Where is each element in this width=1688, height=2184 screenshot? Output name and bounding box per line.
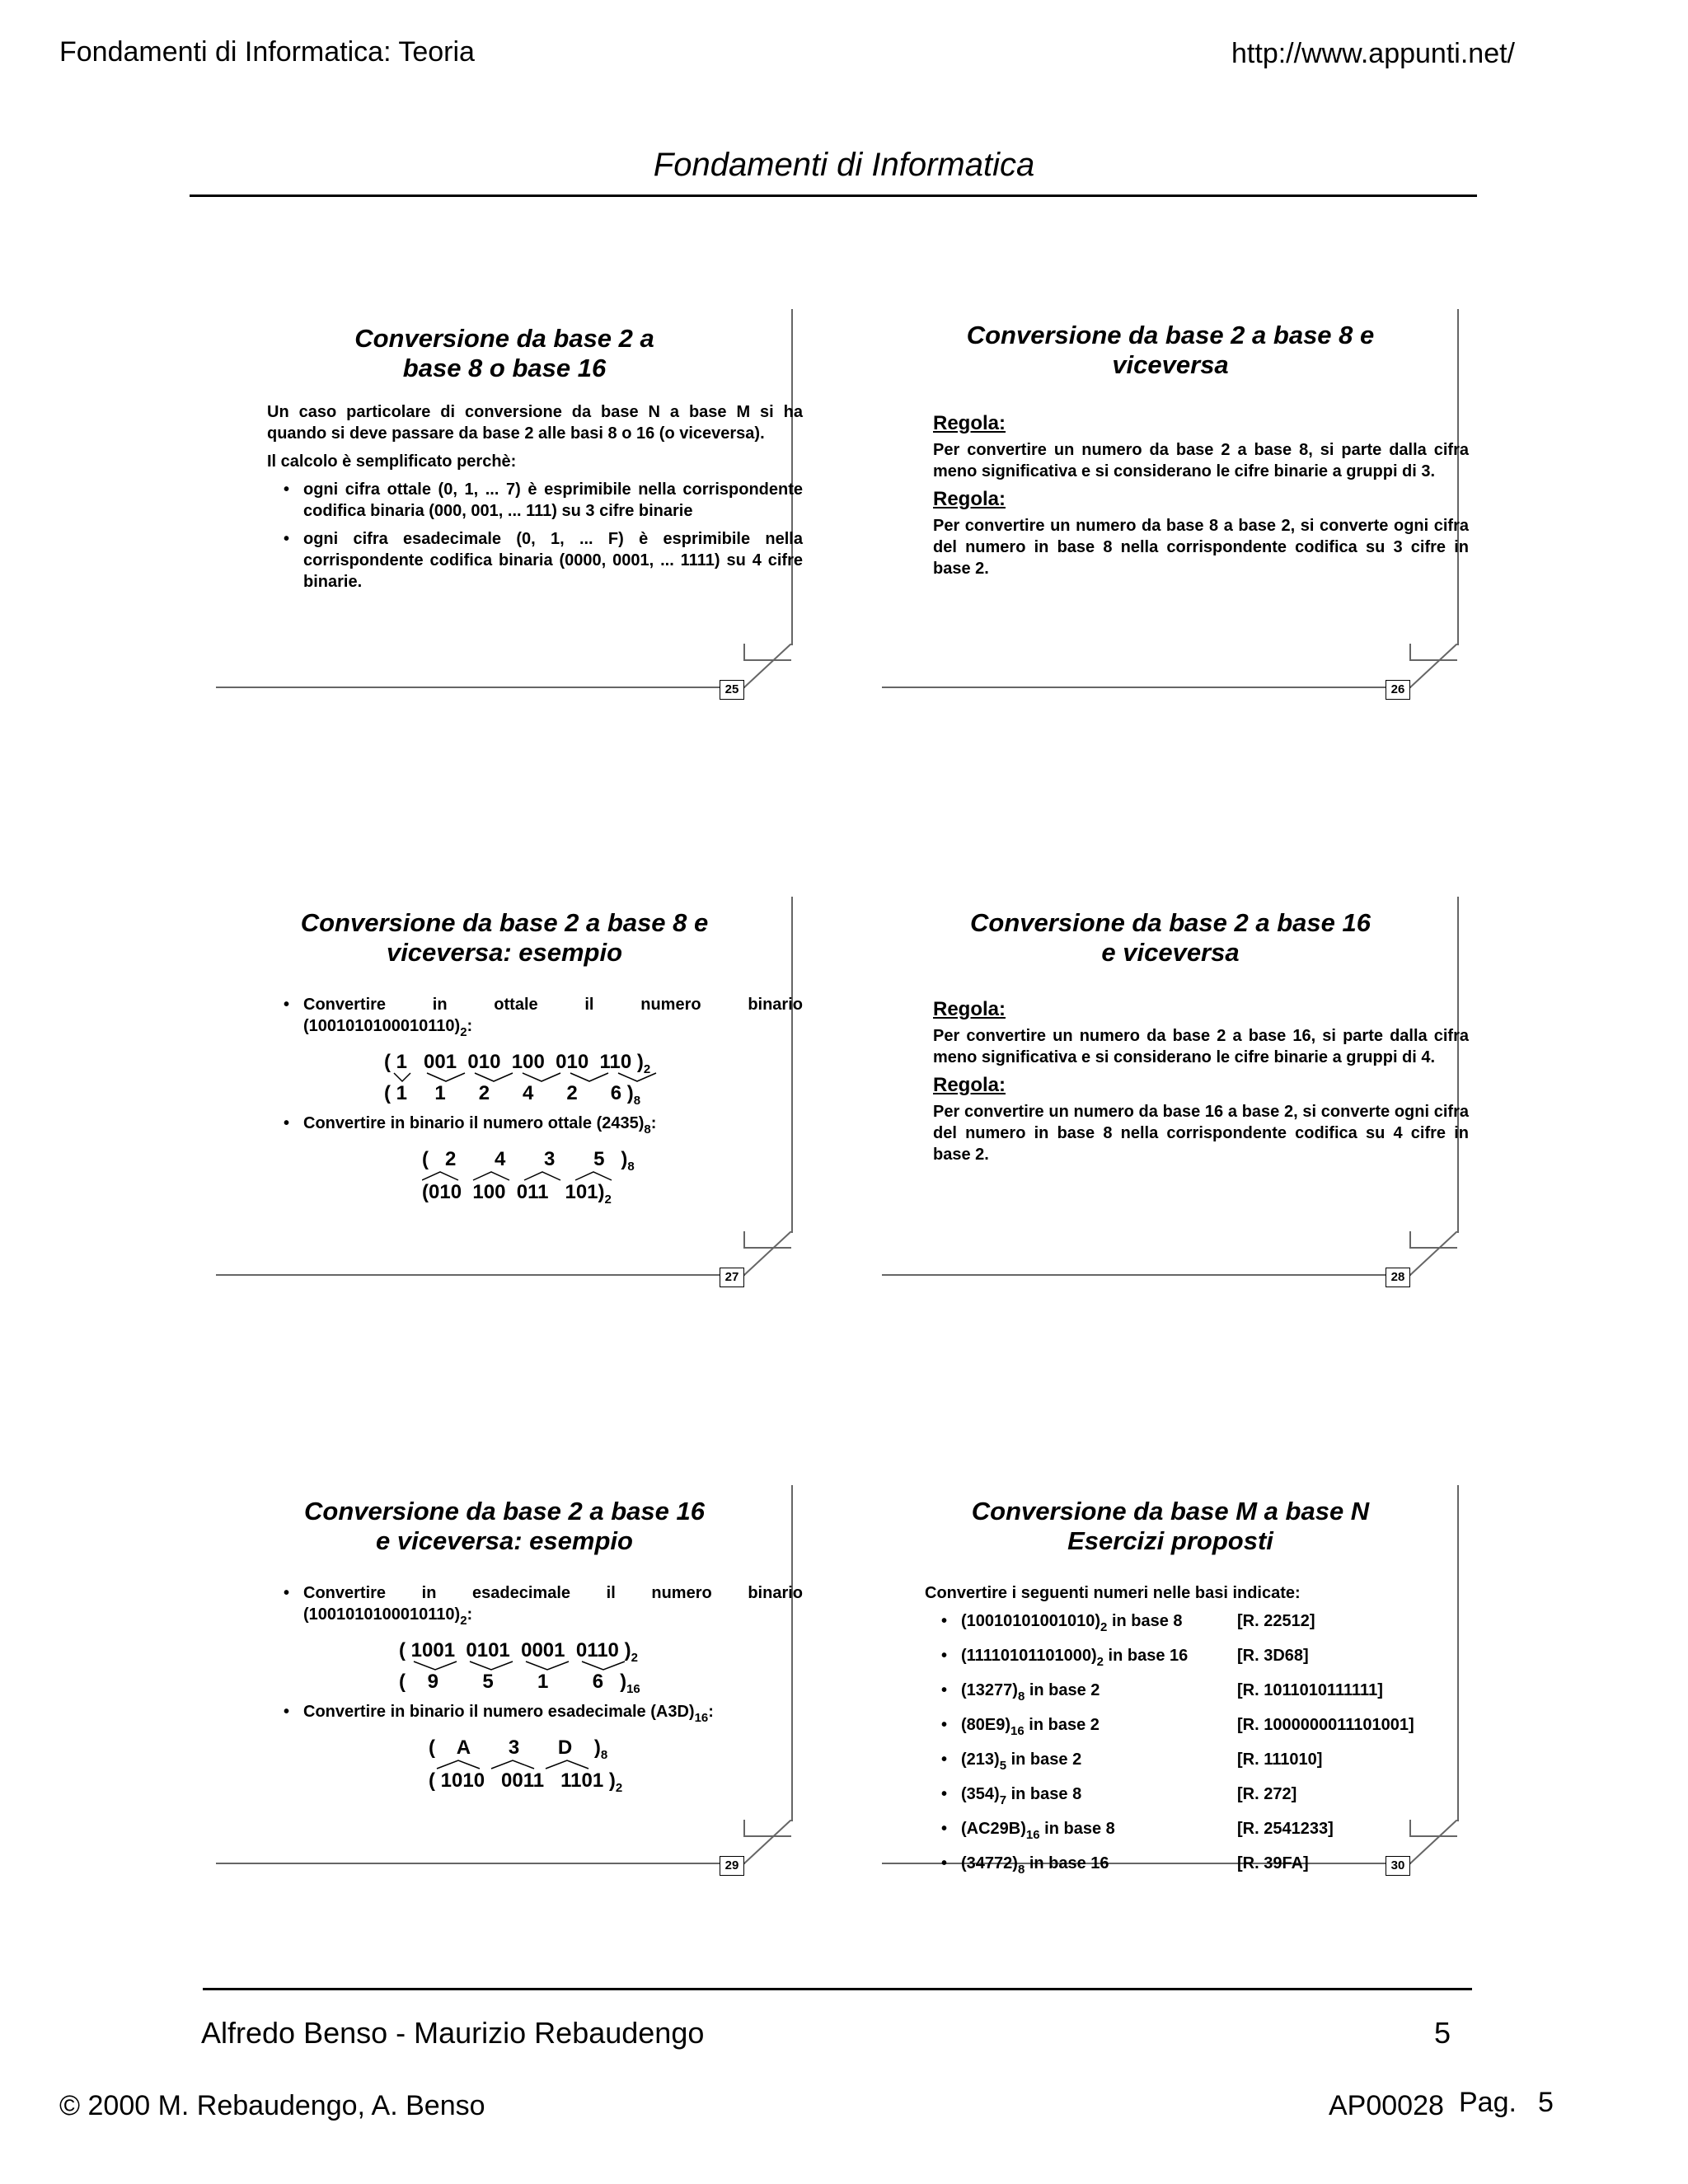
exercise-answer: [R. 1000000011101001] [1237, 1716, 1414, 1734]
bullet-list [267, 1701, 803, 1729]
list-item: • Convertire in esadecimale il numero binario $(1001010100010110)_2$: [303, 1582, 803, 1632]
slide-body [933, 408, 1469, 586]
bullet-list [267, 1582, 803, 1632]
slide-title-line: e viceversa [1101, 938, 1240, 967]
title-rule [190, 194, 1477, 197]
slide-29 [216, 1485, 803, 1872]
bullet-text: Convertire in binario il numero esadecimale (A3D) [303, 1703, 695, 1721]
list-item: • Convertire in ottale il numero binario $(1001010100010110)_2$: [303, 994, 803, 1043]
subscript: 5 [999, 1759, 1007, 1773]
exercise-number: (34772) [961, 1854, 1018, 1872]
exercise-number: (AC29B) [961, 1820, 1026, 1838]
page-curl-icon [743, 1820, 793, 1864]
hex-digits: ( 9 5 1 6 ) [399, 1671, 627, 1693]
bullet-text: Convertire in binario il numero ottale (2435) [303, 1114, 645, 1132]
bullet-list [267, 1113, 803, 1141]
slide-body [933, 994, 1469, 1172]
subscript: 8 [633, 1094, 641, 1108]
slide-frame [216, 1863, 745, 1864]
slide-title-line: Conversione da base 2 a base 16 [304, 1497, 705, 1526]
slide-title-line: Conversione da base M a base N [971, 1497, 1370, 1526]
subscript: 16 [1025, 1828, 1040, 1842]
exercise-target: in base 2 [1006, 1750, 1082, 1769]
subscript: 16 [694, 1711, 709, 1725]
list-item: • ogni cifra esadecimale (0, 1, ... F) è esprimibile nella corrispondente codifica binaria (0000, 0001, ... 1111) su 4 cifre binarie. [303, 528, 803, 593]
slide-body [267, 994, 803, 1207]
copyright: © 2000 M. Rebaudengo, A. Benso [59, 2090, 485, 2121]
exercise-target: in base 16 [1025, 1854, 1109, 1872]
slide-number: 30 [1386, 1856, 1410, 1876]
exercise-target: in base 16 [1103, 1647, 1189, 1665]
list-item: • Convertire in binario il numero ottale $(2435)_8$: [303, 1113, 803, 1141]
exercise-answer: [R. 39FA] [1237, 1854, 1309, 1872]
hex-digits: ( A 3 D ) [429, 1736, 601, 1759]
slide-number: 29 [720, 1856, 744, 1876]
bullet-list [267, 994, 803, 1043]
slide-title [882, 908, 1459, 968]
footer-page-number: 5 [1434, 2016, 1451, 2050]
grouped-binary: ( 1 001 010 100 010 110 ) [384, 1051, 644, 1073]
list-item [961, 1680, 1485, 1708]
conversion-block [267, 1736, 803, 1795]
list-item [961, 1645, 1485, 1673]
grouped-binary: ( 1010 0011 1101 ) [429, 1769, 616, 1792]
exercise-target: in base 2 [1025, 1681, 1100, 1699]
subscript: 8 [600, 1748, 608, 1762]
subscript: 2 [1096, 1655, 1104, 1669]
subscript: 2 [604, 1193, 612, 1207]
slide-title [882, 1497, 1459, 1556]
conversion-block [267, 1050, 803, 1109]
subscript: 2 [1100, 1620, 1108, 1634]
octal-digits: ( 1 1 2 4 2 6 ) [384, 1082, 634, 1104]
slide-number: 26 [1386, 680, 1410, 700]
exercise-number: (11110101101000) [961, 1647, 1097, 1665]
bullet-list [267, 479, 803, 593]
page-title: Fondamenti di Informatica [653, 147, 1035, 183]
document-code: AP00028 [1329, 2090, 1444, 2121]
page-curl-icon [1409, 1231, 1459, 1276]
slide-title-line: e viceversa: esempio [376, 1526, 633, 1555]
subscript: 2 [460, 1614, 467, 1628]
list-item [961, 1714, 1485, 1742]
exercise-target: in base 8 [1006, 1785, 1082, 1803]
list-item: • ogni cifra ottale (0, 1, ... 7) è esprimibile nella corrispondente codifica binaria (000, 001, ... 111) su 3 cifre binarie [303, 479, 803, 522]
slide-30 [882, 1485, 1459, 1877]
rule-heading: Regola: [933, 488, 1006, 510]
rule-heading: Regola: [933, 998, 1006, 1020]
subscript: 2 [643, 1062, 651, 1076]
slide-title [216, 1497, 793, 1556]
paragraph: Un caso particolare di conversione da base N a base M si ha quando si deve passare da base 2 alle basi 8 o 16 (o viceversa). [267, 403, 803, 443]
paragraph: Convertire i seguenti numeri nelle basi indicate: [925, 1584, 1301, 1602]
slide-frame [882, 687, 1411, 688]
page-curl-icon [743, 1231, 793, 1276]
paragraph: Il calcolo è semplificato perchè: [267, 452, 517, 471]
subscript: 8 [1017, 1863, 1025, 1877]
paragraph: Per convertire un numero da base 8 a base 2, si converte ogni cifra del numero in base 8 nella corrispondente codifica su 3 cifre in base 2. [933, 517, 1469, 578]
exercise-target: in base 8 [1107, 1612, 1183, 1630]
subscript: 7 [999, 1793, 1007, 1807]
subscript: 2 [615, 1781, 623, 1795]
slide-frame [882, 1274, 1411, 1276]
subscript: 2 [631, 1651, 638, 1665]
exercise-number: (213) [961, 1750, 1000, 1769]
list-item [961, 1749, 1485, 1777]
exercise-target: in base 8 [1039, 1820, 1115, 1838]
footer-authors: Alfredo Benso - Maurizio Rebaudengo [201, 2016, 705, 2050]
slide-title [216, 908, 793, 968]
exercise-answer: [R. 2541233] [1237, 1820, 1334, 1838]
exercise-list [925, 1610, 1485, 1881]
bullet-text: • Convertire in ottale il numero binario [303, 996, 803, 1014]
paragraph: Per convertire un numero da base 2 a base 16, si parte dalla cifra meno significativa e si considerano le cifre binarie a gruppi di 4. [933, 1027, 1469, 1066]
footer-rule [203, 1988, 1472, 1990]
slide-title-line: base 8 o base 16 [402, 354, 607, 382]
subscript: 8 [644, 1122, 651, 1137]
slide-title [216, 324, 793, 383]
grouped-binary: (010 100 011 101) [422, 1181, 605, 1203]
subscript: 16 [626, 1682, 640, 1696]
exercise-target: in base 2 [1024, 1716, 1100, 1734]
slide-25 [216, 309, 803, 696]
slide-title-line: Esercizi proposti [1067, 1526, 1273, 1555]
running-header-url: http://www.appunti.net/ [1231, 38, 1515, 69]
list-item: • Convertire in binario il numero esadecimale $(A3D)_{16}$: [303, 1701, 803, 1729]
page-number: 5 [1538, 2087, 1554, 2118]
octal-digits: ( 2 4 3 5 ) [422, 1148, 628, 1170]
slide-28 [882, 897, 1469, 1284]
slide-number: 27 [720, 1268, 744, 1287]
slide-26 [882, 309, 1469, 696]
running-header-title: Fondamenti di Informatica: Teoria [59, 36, 475, 68]
conversion-block [267, 1147, 803, 1207]
exercise-answer: [R. 3D68] [1237, 1647, 1309, 1665]
exercise-number: (13277) [961, 1681, 1018, 1699]
slide-27 [216, 897, 803, 1284]
slide-title-line: Conversione da base 2 a [354, 324, 654, 353]
exercise-number: (354) [961, 1785, 1000, 1803]
binary-number: (1001010100010110) [303, 1017, 461, 1035]
binary-number: (1001010100010110) [303, 1605, 461, 1624]
list-item [961, 1783, 1485, 1811]
conversion-block [267, 1638, 803, 1698]
slide-number: 28 [1386, 1268, 1410, 1287]
exercise-answer: [R. 272] [1237, 1785, 1297, 1803]
page-curl-icon [743, 644, 793, 688]
subscript: 8 [1017, 1690, 1025, 1704]
bullet-text: • Convertire in esadecimale il numero binario [303, 1584, 803, 1602]
list-item [961, 1610, 1485, 1638]
exercise-number: (10010101001010) [961, 1612, 1101, 1630]
rule-heading: Regola: [933, 1074, 1006, 1096]
exercise-answer: [R. 1011010111111] [1237, 1681, 1383, 1699]
subscript: 8 [627, 1160, 635, 1174]
slide-title-line: viceversa: esempio [386, 938, 623, 967]
exercise-answer: [R. 111010] [1237, 1750, 1323, 1769]
slide-frame [216, 1274, 745, 1276]
slide-number: 25 [720, 680, 744, 700]
subscript: 2 [460, 1025, 467, 1039]
paragraph: Per convertire un numero da base 16 a base 2, si converte ogni cifra del numero in base 8 nella corrispondente codifica su 4 cifre in base 2. [933, 1103, 1469, 1164]
grouped-binary: ( 1001 0101 0001 0110 ) [399, 1639, 631, 1661]
slide-body [267, 401, 803, 599]
slide-title [882, 321, 1459, 380]
paragraph: Per convertire un numero da base 2 a base 8, si parte dalla cifra meno significativa e si considerano le cifre binarie a gruppi di 3. [933, 441, 1469, 480]
slide-body [267, 1582, 803, 1795]
slide-title-line: Conversione da base 2 a base 8 e [966, 321, 1375, 349]
slide-title-line: Conversione da base 2 a base 8 e [300, 908, 709, 937]
list-item [961, 1818, 1485, 1846]
slide-title-line: Conversione da base 2 a base 16 [970, 908, 1371, 937]
page-curl-icon [1409, 644, 1459, 688]
subscript: 16 [1010, 1724, 1025, 1738]
slide-body [925, 1582, 1485, 1887]
slide-title-line: viceversa [1112, 350, 1229, 379]
list-item [961, 1853, 1485, 1881]
exercise-number: (80E9) [961, 1716, 1011, 1734]
page-label: Pag. [1459, 2087, 1517, 2118]
rule-heading: Regola: [933, 412, 1006, 434]
exercise-answer: [R. 22512] [1237, 1612, 1315, 1630]
slide-frame [216, 687, 745, 688]
